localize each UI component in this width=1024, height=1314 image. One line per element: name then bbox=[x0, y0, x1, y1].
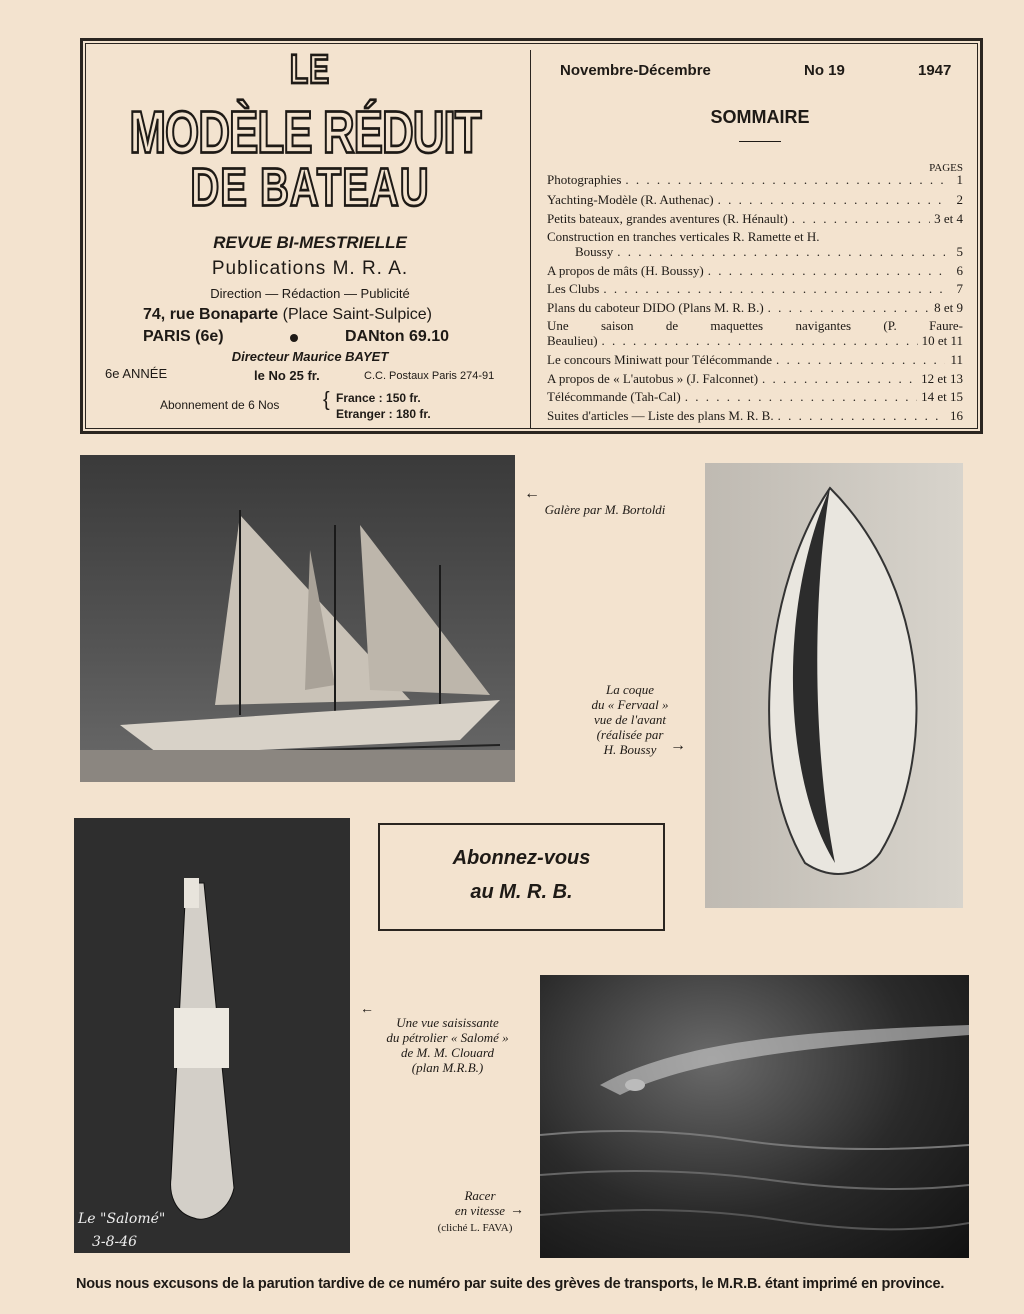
toc-heading: SOMMAIRE bbox=[710, 107, 810, 127]
toc-item[interactable]: Suites d'articles — Liste des plans M. R. B. . . . 16 bbox=[547, 408, 963, 424]
toc-item[interactable]: Le concours Miniwatt pour Télécommande . . . 11 bbox=[547, 352, 963, 368]
photo-racer bbox=[540, 975, 969, 1258]
toc-item[interactable]: Petits bateaux, grandes aventures (R. Hénault) . . . 3 et 4 bbox=[547, 211, 963, 227]
promo-box[interactable] bbox=[378, 823, 665, 931]
toc-item[interactable]: Beaulieu) . . . 10 et 11 bbox=[547, 333, 963, 349]
toc-item[interactable]: Télécommande (Tah-Cal) . . . 14 et 15 bbox=[547, 389, 963, 405]
photo-salome bbox=[74, 818, 350, 1253]
promo-line2: au M. R. B. bbox=[470, 881, 573, 903]
toc-item[interactable]: A propos de « L'autobus » (J. Falconnet) . . . 12 et 13 bbox=[547, 371, 963, 387]
toc-item[interactable]: Boussy . . . 5 bbox=[547, 244, 963, 260]
photo-coque-fervaal bbox=[705, 463, 963, 908]
bullet-dot bbox=[290, 334, 298, 342]
price: le No 25 fr. bbox=[254, 368, 320, 383]
hull-illustration bbox=[705, 463, 963, 908]
arrow-left-icon: ← bbox=[524, 485, 540, 502]
subscription-france: France : 150 fr. bbox=[336, 391, 421, 405]
city: PARIS (6e) bbox=[143, 328, 224, 345]
toc-heading-rule bbox=[739, 141, 781, 142]
caption-racer: Racer en vitesse bbox=[454, 1188, 506, 1218]
tanker-illustration bbox=[74, 818, 350, 1253]
galley-ship-illustration bbox=[80, 455, 515, 782]
toc-item[interactable]: Photographies . . . 1 bbox=[547, 172, 963, 188]
caption-galere: Galère par M. Bortoldi bbox=[544, 502, 666, 517]
toc-item[interactable]: Yachting-Modèle (R. Authenac) . . . 2 bbox=[547, 192, 963, 208]
issue-number: No 19 bbox=[804, 62, 845, 79]
postal-account: C.C. Postaux Paris 274-91 bbox=[364, 370, 495, 382]
departments: Direction — Rédaction — Publicité bbox=[210, 286, 410, 301]
arrow-left-icon: ← bbox=[360, 1000, 374, 1016]
toc-item[interactable]: Les Clubs . . . 7 bbox=[547, 281, 963, 297]
photo-credit: (cliché L. FAVA) bbox=[437, 1222, 513, 1234]
publisher: Publications M. R. A. bbox=[211, 258, 409, 279]
arrow-right-icon: → bbox=[510, 1201, 524, 1217]
toc-item-line1: Une saison de maquettes navigantes (P. Faure- bbox=[547, 318, 963, 333]
toc-item-line1: Construction en tranches verticales R. Ramette et H. bbox=[547, 229, 820, 244]
promo-line1: Abonnez-vous bbox=[452, 847, 591, 869]
masthead-divider bbox=[530, 50, 531, 428]
logo-line-le: LE bbox=[289, 48, 331, 93]
toc-pages-label: PAGES bbox=[929, 162, 963, 174]
year-label: 6e ANNÉE bbox=[105, 366, 168, 381]
phone: DANton 69.10 bbox=[345, 328, 450, 345]
address-street: 74, rue Bonaparte bbox=[143, 306, 279, 323]
director: Directeur Maurice BAYET bbox=[231, 349, 389, 364]
photo-galere bbox=[80, 455, 515, 782]
subtitle: REVUE BI-MESTRIELLE bbox=[213, 233, 407, 252]
arrow-right-icon: → bbox=[670, 737, 686, 754]
issue-year: 1947 bbox=[918, 62, 952, 79]
brace-left: { bbox=[323, 389, 330, 411]
logo-line-de-bateau: DE BATEAU bbox=[190, 158, 430, 218]
address bbox=[143, 306, 483, 324]
toc-item[interactable]: Plans du caboteur DIDO (Plans M. R. B.) . . . 8 et 9 bbox=[547, 300, 963, 316]
logo-line-modele-reduit: MODÈLE RÉDUIT bbox=[129, 100, 481, 167]
issue-date: Novembre-Décembre bbox=[560, 62, 711, 79]
address-place: (Place Saint-Sulpice) bbox=[282, 306, 433, 323]
photo-inscription-date: 3-8-46 bbox=[92, 1234, 138, 1250]
caption-salome: Une vue saisissante du pétrolier « Salomé » de M. M. Clouard (plan M.R.B.) bbox=[386, 1015, 509, 1075]
toc-item[interactable]: A propos de mâts (H. Boussy) . . . 6 bbox=[547, 263, 963, 279]
photo-inscription-name: Le "Salomé" bbox=[78, 1211, 166, 1227]
caption-coque: La coque du « Fervaal » vue de l'avant (réalisée par H. Boussy bbox=[591, 682, 669, 757]
footer-notice: Nous nous excusons de la parution tardive de ce numéro par suite des grèves de transports, le M.R.B. étant imprimé en province. bbox=[76, 1276, 945, 1292]
subscription-label: Abonnement de 6 Nos bbox=[160, 398, 280, 412]
subscription-foreign: Etranger : 180 fr. bbox=[336, 407, 431, 421]
racer-illustration bbox=[540, 975, 969, 1258]
